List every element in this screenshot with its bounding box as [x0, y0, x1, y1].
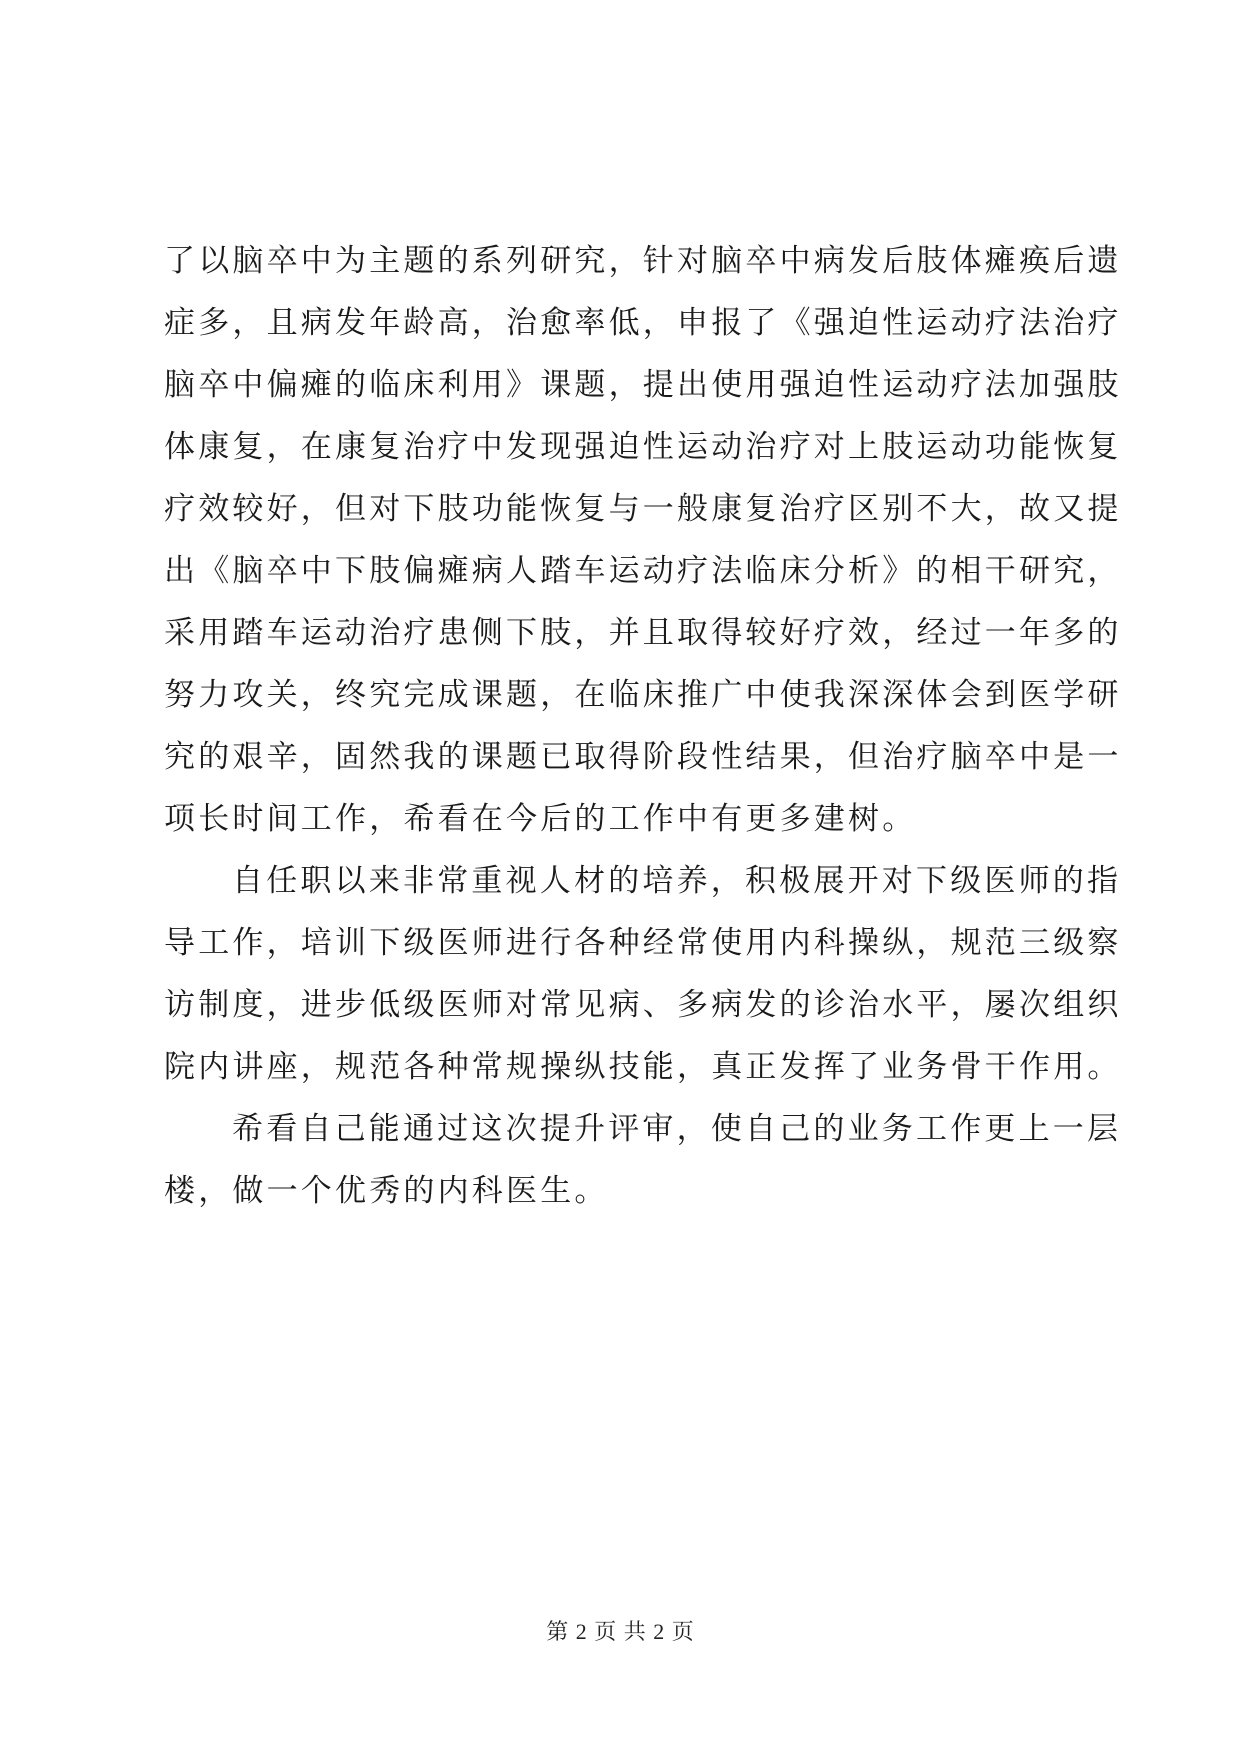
paragraph-3: [164, 1098, 1122, 1222]
page-footer: 第 2 页 共 2 页: [546, 1619, 695, 1644]
paragraph-line: 究的艰辛，固然我的课题已取得阶段性结果，但治疗脑卒中是一: [164, 739, 1122, 775]
document-body: [164, 230, 1122, 1222]
paragraph-line: 楼，做一个优秀的内科医生。: [164, 1173, 609, 1209]
paragraph-line: 导工作，培训下级医师进行各种经常使用内科操纵，规范三级察: [164, 925, 1122, 961]
paragraph-line: 访制度，进步低级医师对常见病、多病发的诊治水平，屡次组织: [164, 987, 1122, 1023]
paragraph-line: 努力攻关，终究完成课题，在临床推广中使我深深体会到医学研: [164, 677, 1122, 713]
paragraph-line: 出《脑卒中下肢偏瘫病人踏车运动疗法临床分析》的相干研究，: [164, 553, 1122, 589]
paragraph-line: 疗效较好，但对下肢功能恢复与一般康复治疗区别不大，故又提: [164, 491, 1122, 527]
paragraph-1: [164, 230, 1122, 850]
paragraph-line: 症多，且病发年龄高，治愈率低，申报了《强迫性运动疗法治疗: [164, 305, 1122, 341]
paragraph-line: 脑卒中偏瘫的临床利用》课题，提出使用强迫性运动疗法加强肢: [164, 367, 1122, 403]
paragraph-line: 院内讲座，规范各种常规操纵技能，真正发挥了业务骨干作用。: [164, 1049, 1122, 1085]
paragraph-line: 了以脑卒中为主题的系列研究，针对脑卒中病发后肢体瘫痪后遗: [164, 243, 1122, 279]
paragraph-line: 自任职以来非常重视人材的培养，积极展开对下级医师的指: [232, 863, 1122, 899]
paragraph-line: 项长时间工作，希看在今后的工作中有更多建树。: [164, 801, 917, 837]
paragraph-line: 体康复，在康复治疗中发现强迫性运动治疗对上肢运动功能恢复: [164, 429, 1122, 465]
paragraph-line: 采用踏车运动治疗患侧下肢，并且取得较好疗效，经过一年多的: [164, 615, 1122, 651]
paragraph-2: [164, 850, 1122, 1098]
paragraph-line: 希看自己能通过这次提升评审，使自己的业务工作更上一层: [232, 1111, 1122, 1147]
